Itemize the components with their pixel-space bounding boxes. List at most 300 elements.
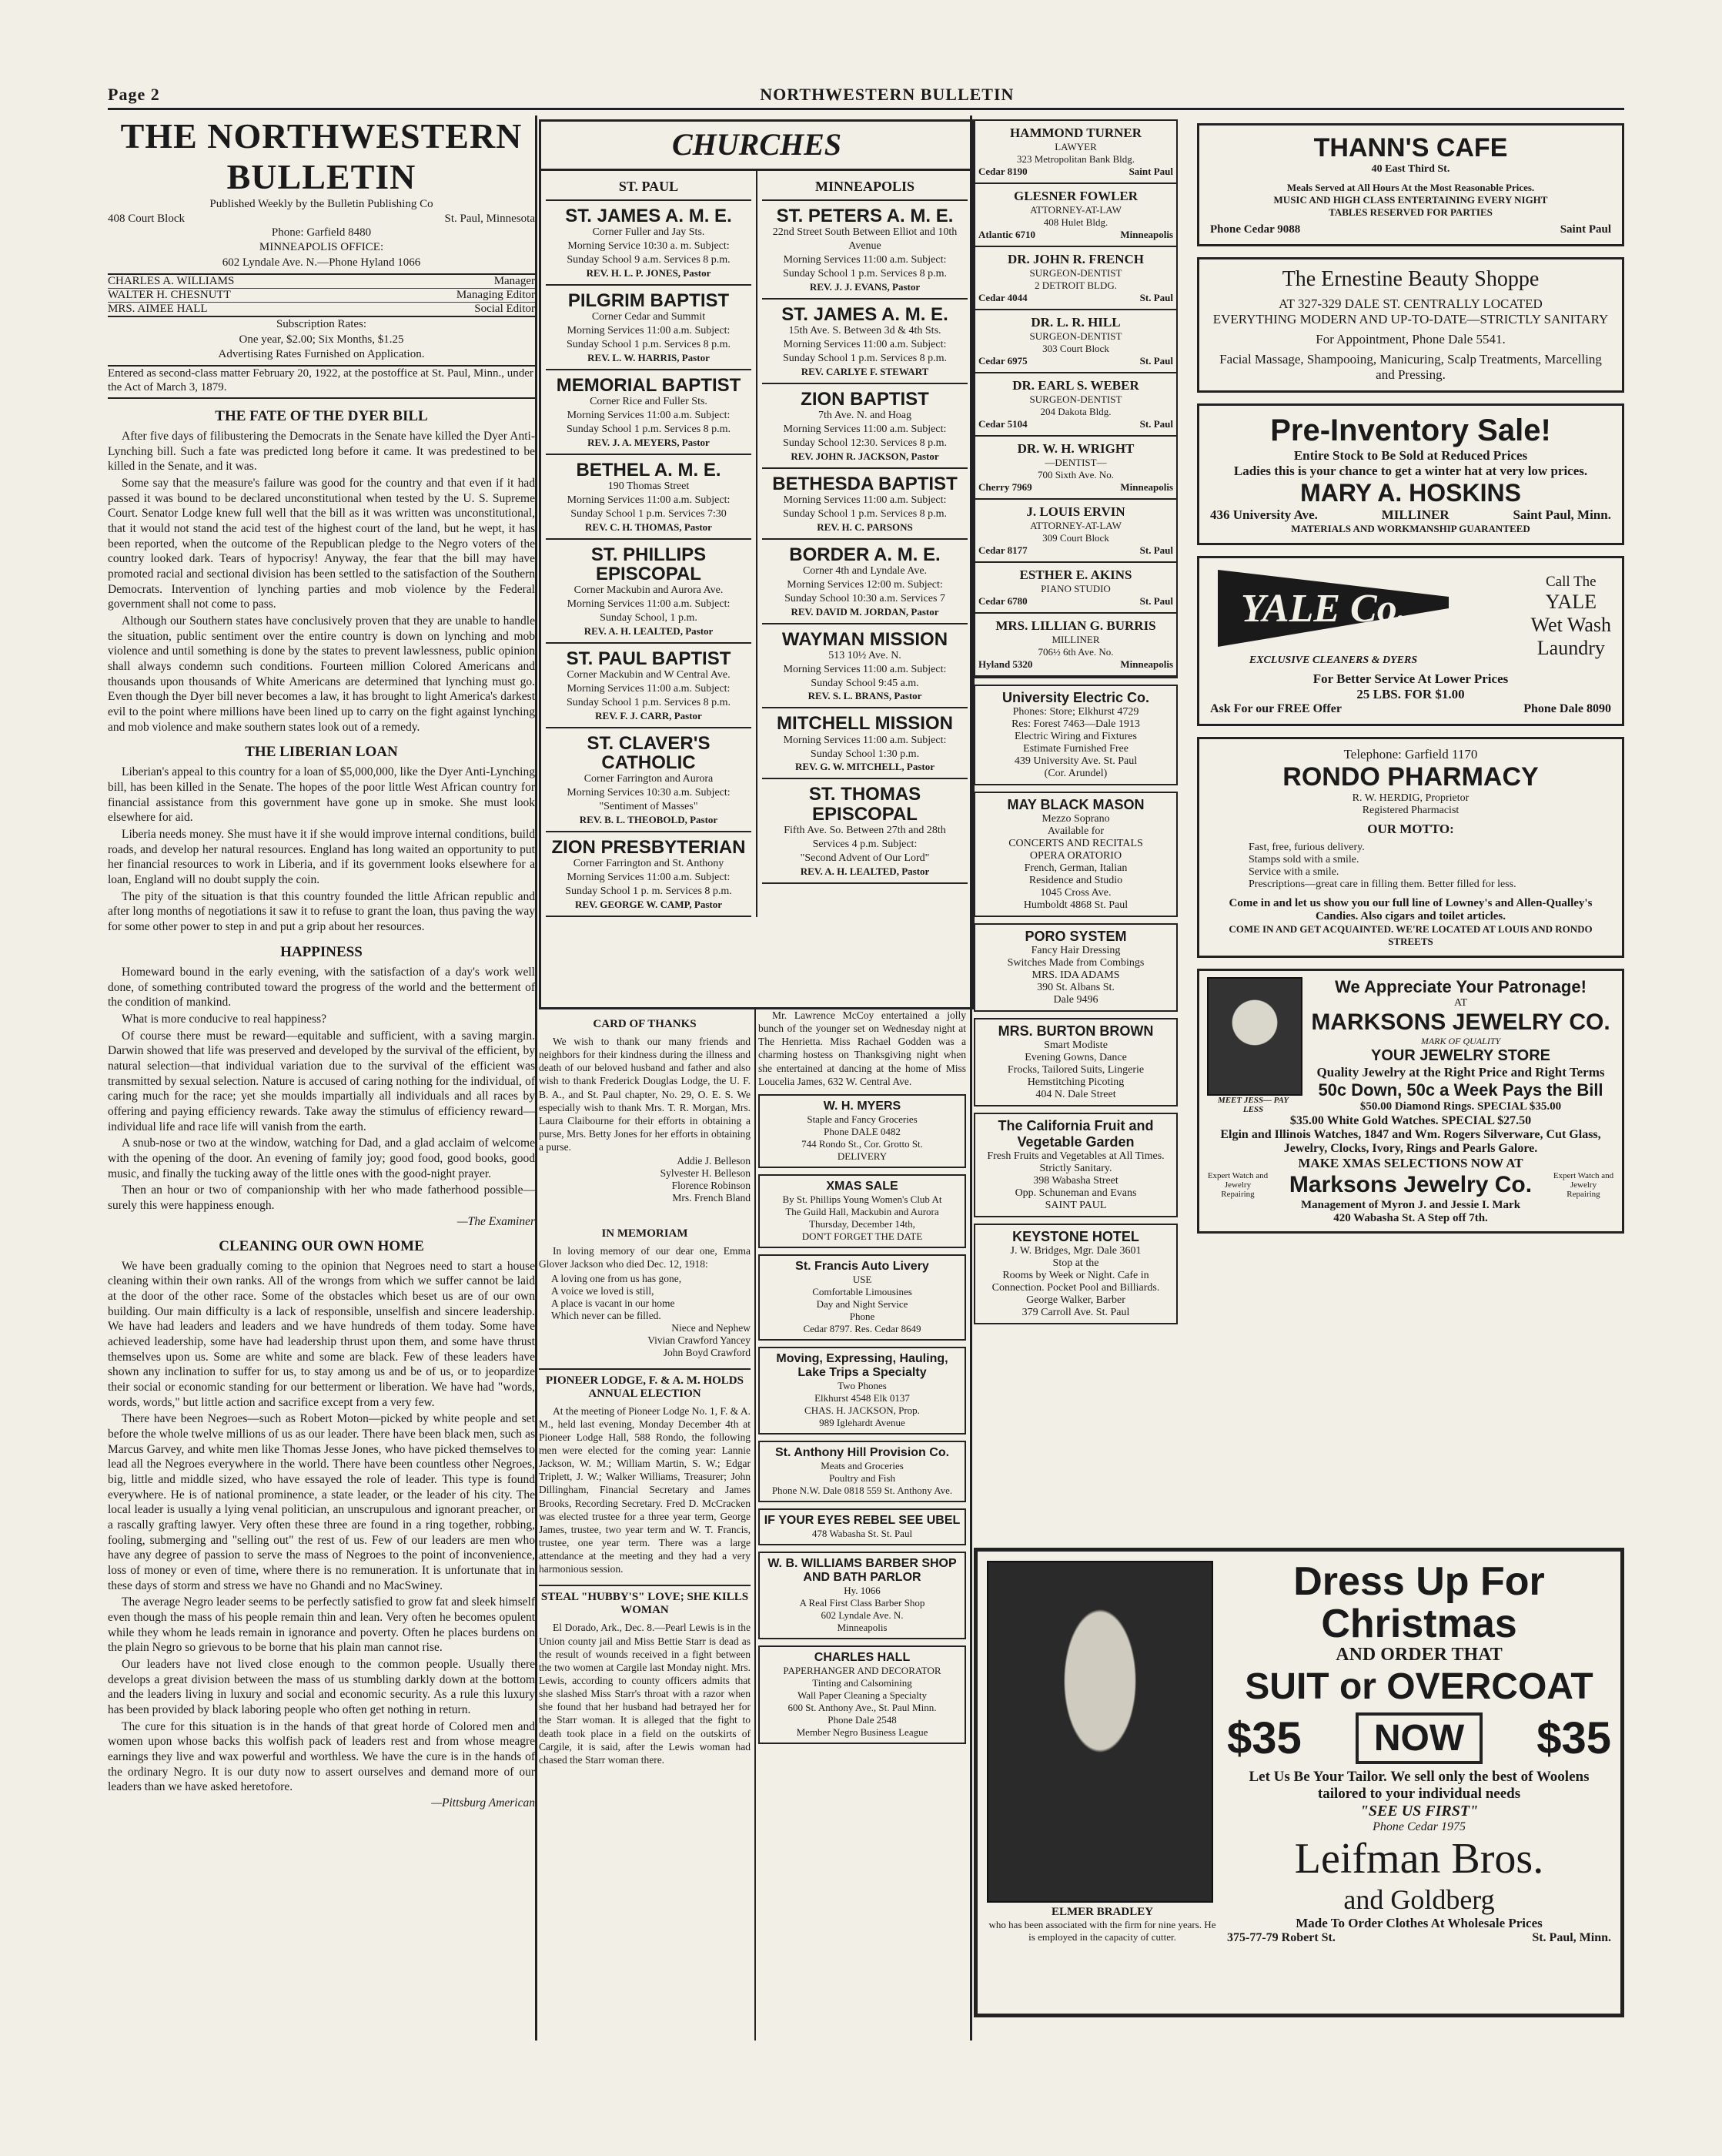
church-detail: Morning Services 11:00 a.m. Subject: bbox=[567, 598, 731, 610]
ad-line: 478 Wabasha St. St. Paul bbox=[811, 1527, 913, 1539]
paragraph: A snub-nose or two at the window, watching for Dad, and a glad acclaim of welcome with the opening of the door. An evening of family joy; good food, good books, good music, and finally the tucking away of the little ones with the good-night prayer. bbox=[108, 1137, 535, 1180]
directory-card bbox=[975, 184, 1176, 247]
ad-line: Dale 9496 bbox=[1053, 994, 1098, 1006]
now-badge: NOW bbox=[1356, 1712, 1483, 1764]
directory-card bbox=[975, 500, 1176, 563]
ad-line: 1045 Cross Ave. bbox=[1040, 887, 1112, 899]
ad-address: 436 University Ave. bbox=[1210, 507, 1318, 522]
ad-name: Marksons Jewelry Co. bbox=[1289, 1172, 1533, 1197]
business-ads bbox=[974, 685, 1178, 1324]
directory-card bbox=[975, 437, 1176, 500]
signer: Florence Robinson bbox=[671, 1180, 751, 1192]
in-memoriam-title: IN MEMORIAM bbox=[601, 1227, 688, 1240]
church-pastor: REV. H. L. P. JONES, Pastor bbox=[586, 266, 711, 279]
editorial-liberian-loan bbox=[108, 744, 535, 934]
small-ad bbox=[758, 1174, 966, 1248]
church-listing bbox=[762, 708, 968, 779]
card-title: —DENTIST— bbox=[1045, 457, 1107, 468]
thanns-cafe-ad bbox=[1197, 123, 1624, 246]
churches-box bbox=[539, 119, 975, 1009]
church-detail: Corner Cedar and Summit bbox=[591, 311, 706, 323]
church-detail: Sunday School 9 a.m. Services 8 p.m. bbox=[567, 254, 731, 266]
church-detail: Sunday School 1 p.m. Services 8 p.m. bbox=[566, 696, 731, 708]
church-detail: Fifth Ave. So. Between 27th and 28th bbox=[784, 824, 946, 836]
ad-address: 375-77-79 Robert St. bbox=[1227, 1931, 1336, 1945]
church-detail: Morning Services 10:30 a.m. Subject: bbox=[567, 786, 731, 798]
ad-line: Entire Stock to Be Sold at Reduced Prices bbox=[1293, 448, 1528, 463]
ad-name: THANN'S CAFE bbox=[1313, 133, 1508, 162]
ad-line: DELIVERY bbox=[837, 1150, 888, 1162]
church-detail: "Sentiment of Masses" bbox=[599, 800, 698, 812]
paragraph: Of course there must be reward—equitable and sufficient, with a saving margin. Darwin showed that life was preserved and developed by the survival of the efficient, by natural selection—that individual variation due to the survival of the efficient was transmitted by sexual selection. Nature is accused of caring nothing for the individual, of caring much for the race; yet she moulds impartially all individuals and all races by offering and paying efficiency rewards. Take away the stimulus of efficiency reward—individual life and race life will vanish from the earth. bbox=[108, 1029, 535, 1133]
staff-name: MRS. AIMEE HALL bbox=[108, 303, 208, 315]
church-detail: Sunday School 12:30. Services 8 p.m. bbox=[782, 437, 948, 449]
paragraph: We have been gradually coming to the opinion that Negroes need to start a house cleaning within their own ranks. All of the wrongs from which we suffer cannot be laid at the door of the other race. Some of the obstacles which beset us are of our own building. Our main difficulty is a lack of responsible, unselfish and sincere leadership. We have had leaders and leaders and we have hundreds of them today. Some have achieved leadership, some have had leadership thrust upon them, and some have thrust themselves upon us. Some are white and some are black. Few of these leaders have shown any inclination to suffer for us, to stay among us and be of us, or to jeopardize their social or economic standing for our betterment or liberation. We have had "words, words, words," but little action and sacrifice except from a very few. bbox=[108, 1259, 535, 1409]
card-of-thanks-signers bbox=[539, 1155, 751, 1204]
ad-mark: MARK OF QUALITY bbox=[1420, 1036, 1501, 1046]
ad-name: CHARLES HALL bbox=[814, 1650, 911, 1664]
steal-hubby-title: STEAL "HUBBY'S" LOVE; SHE KILLS WOMAN bbox=[539, 1585, 751, 1617]
card-city: Minneapolis bbox=[1120, 229, 1173, 240]
church-detail: Morning Services 11:00 a.m. Subject: bbox=[783, 734, 947, 746]
ad-line: For Better Service At Lower Prices bbox=[1312, 671, 1509, 686]
ad-line: Two Phones bbox=[838, 1379, 887, 1391]
marksons-jewelry-ad bbox=[1197, 969, 1624, 1234]
running-title: NORTHWESTERN BULLETIN bbox=[760, 85, 1015, 104]
ad-name: MARKSONS JEWELRY CO. bbox=[1311, 1009, 1610, 1035]
ad-headline: Pre-Inventory Sale! bbox=[1270, 413, 1551, 447]
ernestine-beauty-ad bbox=[1197, 257, 1624, 393]
paragraph: Homeward bound in the early evening, with the satisfaction of a day's work well done, of something contributed toward the progress of the world and the betterment of the condition of mankind. bbox=[108, 965, 535, 1009]
church-detail: Morning Services 12:00 m. Subject: bbox=[787, 578, 943, 591]
ad-line: Phone Dale 2548 bbox=[828, 1713, 897, 1726]
ad-guarantee: MATERIALS AND WORKMANSHIP GUARANTEED bbox=[1291, 523, 1530, 534]
ad-line: $35.00 White Gold Watches. SPECIAL $27.50 bbox=[1289, 1114, 1532, 1127]
editorial-title: THE LIBERIAN LOAN bbox=[245, 744, 398, 761]
church-listing bbox=[762, 624, 968, 709]
church-pastor: REV. B. L. THEOBOLD, Pastor bbox=[579, 813, 718, 825]
church-detail: Morning Services 11:00 a.m. Subject: bbox=[783, 338, 947, 350]
signature: —Pittsburg American bbox=[431, 1796, 535, 1810]
ad-line: Poultry and Fish bbox=[829, 1471, 895, 1484]
ad-line: EVERYTHING MODERN AND UP-TO-DATE—STRICTLY SANITARY bbox=[1212, 312, 1609, 326]
card-name: HAMMOND TURNER bbox=[1009, 126, 1142, 140]
ad-line: TABLES RESERVED FOR PARTIES bbox=[1329, 206, 1493, 218]
ad-line: 379 Carroll Ave. St. Paul bbox=[1021, 1307, 1130, 1318]
card-phone: Cedar 8177 bbox=[978, 544, 1028, 556]
ad-line: Residence and Studio bbox=[1028, 875, 1123, 886]
ad-name: XMAS SALE bbox=[826, 1179, 898, 1193]
ad-name: St. Anthony Hill Provision Co. bbox=[774, 1445, 950, 1459]
card-phone: Hyland 5320 bbox=[978, 658, 1033, 670]
ad-line: 744 Rondo St., Cor. Grotto St. bbox=[801, 1137, 923, 1150]
price: $35 bbox=[1227, 1713, 1302, 1764]
ad-line: OPERA ORATORIO bbox=[1029, 850, 1122, 862]
church-detail: Morning Service 10:30 a. m. Subject: bbox=[567, 240, 730, 253]
church-detail: Corner Fuller and Jay Sts. bbox=[592, 226, 705, 239]
church-detail: 7th Ave. N. and Hoag bbox=[818, 409, 912, 421]
social-note: Mr. Lawrence McCoy entertained a jolly bunch of the younger set on Wednesday night at The Henrietta. Miss Rachael Godden was a charming hostess on Thanksgiving night when she entertained at dancing at the home of Miss Loucelia James, 632 W. Central Ave. bbox=[758, 1009, 966, 1087]
ad-line: Fancy Hair Dressing bbox=[1031, 945, 1121, 956]
church-detail: Corner Mackubin and Aurora Ave. bbox=[573, 584, 724, 596]
paragraph: There have been Negroes—such as Robert Moton—picked by white people and set before the whole twelve millions of us as our leader. There have been black men, such as Marcus Garvey, and white men like Thomas Jesse Jones, who have picked themselves to lead all the Negroes everywhere in the world. There have been countless other Negroes, big, little and middle sized, who have essayed the role of leader. This type is found everywhere. He is of national prominence, a state leader, or the leader of his city. The local leader is usually a lying venal politician, an unscrupulous and ignorant preacher, or a rascally grafting lawyer. Very often these three are found in a ring together, robbing, fooling, submerging and "selling out" the rest of us. Few of our leaders are men who have any degree of passion to serve the mass of Negroes to the point of inconvenience, loss of money or even of time, where there is no remuneration. It is unfortunate that in these days of storm and stress we have no Ghandi and no MacSwiney. bbox=[108, 1412, 535, 1592]
church-detail: Morning Services 11:00 a.m. Subject: bbox=[783, 423, 947, 435]
pennant-icon bbox=[1218, 566, 1449, 651]
ad-line: Evening Gowns, Dance bbox=[1025, 1052, 1127, 1063]
ad-line: Phones: Store; Elkhurst 4729 bbox=[1012, 706, 1139, 718]
card-phone: Cedar 4044 bbox=[978, 292, 1028, 303]
paragraph: What is more conducive to real happiness? bbox=[122, 1012, 326, 1026]
church-name: ST. PETERS A. M. E. bbox=[776, 206, 954, 226]
church-detail: Corner Mackubin and W Central Ave. bbox=[567, 668, 731, 681]
card-of-thanks-title: CARD OF THANKS bbox=[593, 1018, 697, 1030]
ad-line: MRS. IDA ADAMS bbox=[1032, 969, 1120, 981]
ad-name: MRS. BURTON BROWN bbox=[998, 1023, 1154, 1039]
editorial-happiness bbox=[108, 944, 535, 1229]
ad-city: Saint Paul bbox=[1560, 223, 1611, 236]
ad-owner: R. W. HERDIG, Proprietor bbox=[1352, 792, 1470, 804]
ad-name: St. Francis Auto Livery bbox=[795, 1259, 929, 1273]
ad-phone: Telephone: Garfield 1170 bbox=[1343, 747, 1478, 762]
church-name: MEMORIAL BAPTIST bbox=[556, 374, 741, 396]
staff-name: WALTER H. CHESNUTT bbox=[108, 289, 231, 301]
church-detail: Sunday School 1 p. m. Services 8 p.m. bbox=[565, 885, 732, 897]
ad-line: MAKE XMAS SELECTIONS NOW AT bbox=[1298, 1156, 1523, 1170]
business-ad bbox=[974, 792, 1178, 917]
ad-line: 602 Lyndale Ave. N. bbox=[821, 1609, 904, 1621]
church-detail: Morning Services 11:00 a.m. Subject: bbox=[783, 663, 947, 675]
church-listing bbox=[762, 384, 968, 469]
ad-line: PAPERHANGER AND DECORATOR bbox=[783, 1664, 941, 1676]
church-pastor: REV. JOHN R. JACKSON, Pastor bbox=[791, 450, 939, 462]
ad-line: Comfortable Limousines bbox=[812, 1285, 912, 1297]
church-detail: Sunday School 1 p.m. Services 8 p.m. bbox=[566, 338, 731, 350]
ad-line: Electric Wiring and Fixtures bbox=[1015, 731, 1137, 742]
ad-name: RONDO PHARMACY bbox=[1282, 762, 1539, 792]
small-ad bbox=[758, 1441, 966, 1502]
church-detail: Morning Services 11:00 a.m. Subject: bbox=[567, 682, 731, 695]
ad-name: University Electric Co. bbox=[1001, 690, 1150, 705]
ad-name: W. B. WILLIAMS BARBER SHOP AND BATH PARLOR bbox=[767, 1556, 957, 1584]
ad-line: A Real First Class Barber Shop bbox=[799, 1596, 925, 1609]
church-pastor: REV. A. H. LEALTED, Pastor bbox=[800, 865, 930, 877]
ad-store: YOUR JEWELRY STORE bbox=[1370, 1047, 1550, 1064]
card-city: Minneapolis bbox=[1120, 481, 1173, 493]
ad-at: AT bbox=[1453, 997, 1468, 1009]
card-contact bbox=[978, 481, 1173, 494]
church-name: ST. PAUL BAPTIST bbox=[566, 648, 731, 669]
card-city: Saint Paul bbox=[1128, 166, 1173, 177]
ad-address: 40 East Third St. bbox=[1371, 163, 1450, 175]
ad-call: Wet Wash bbox=[1530, 613, 1611, 636]
directory-card bbox=[975, 563, 1176, 614]
ad-city: St. Paul, Minn. bbox=[1532, 1931, 1611, 1945]
card-contact bbox=[978, 595, 1173, 608]
ad-name: PORO SYSTEM bbox=[1025, 929, 1127, 944]
signer: Sylvester H. Belleson bbox=[660, 1167, 751, 1180]
ad-line: 404 N. Dale Street bbox=[1035, 1089, 1116, 1100]
business-ad bbox=[974, 685, 1178, 785]
business-ad bbox=[974, 923, 1178, 1012]
ad-line: Elkhurst 4548 Elk 0137 bbox=[814, 1391, 910, 1404]
church-name: BETHEL A. M. E. bbox=[576, 459, 721, 480]
subscription-rates: One year, $2.00; Six Months, $1.25 bbox=[239, 333, 404, 346]
paragraph: The pity of the situation is that this country founded the little African republic and after long months of negotiations it saw it to refuse to grant the loan, thus paving the way for some other power to step in and put a grip about her resources. bbox=[108, 889, 535, 934]
paragraph: Our leaders have not lived close enough to the common people. Usually there develops a great division between the mass of us stumbling darkly down at the bottom and the leaders living in luxury and social and economic security. As a rule this luxury has been provided by black laboring people who often get nothing in return. bbox=[108, 1658, 535, 1717]
church-name: ST. THOMAS EPISCOPAL bbox=[808, 784, 921, 825]
paragraph: Liberia needs money. She must have it if she would improve internal conditions, build roads, and develop her natural resources. England has long waited an opportunity to put her financial resources to work in Liberia, and if its government looks elsewhere for a loan, England will no doubt supply the coin. bbox=[108, 828, 535, 887]
ad-city: Saint Paul, Minn. bbox=[1513, 507, 1611, 522]
church-pastor: REV. J. J. EVANS, Pastor bbox=[809, 280, 921, 293]
page-header bbox=[108, 85, 1614, 105]
card-name: J. LOUIS ERVIN bbox=[1026, 504, 1125, 519]
ad-line: French, German, Italian bbox=[1024, 862, 1128, 874]
small-ad bbox=[758, 1347, 966, 1435]
ad-footer: Come in and let us show you our full line of Lowney's and Allen-Qualley's Candies. Also cigars and toilet articles. bbox=[1229, 897, 1593, 922]
hoskins-ad bbox=[1197, 403, 1624, 545]
card-address: 309 Court Block bbox=[1042, 532, 1109, 544]
editorial-title: CLEANING OUR OWN HOME bbox=[219, 1237, 424, 1254]
card-address: 303 Court Block bbox=[1042, 343, 1109, 354]
ad-line: Ladies this is your chance to get a winter hat at very low prices. bbox=[1233, 464, 1588, 478]
phone-line: Phone: Garfield 8480 bbox=[271, 226, 372, 239]
ad-line: 989 Iglehardt Avenue bbox=[819, 1416, 905, 1428]
page-number: Page 2 bbox=[108, 85, 160, 104]
ad-name: MARY A. HOSKINS bbox=[1300, 479, 1521, 507]
ad-line: Staple and Fancy Groceries bbox=[807, 1113, 918, 1125]
ad-motto-heading: OUR MOTTO: bbox=[1367, 822, 1454, 836]
ad-name: MAY BLACK MASON bbox=[1007, 797, 1145, 812]
small-ads-column bbox=[758, 1009, 966, 2033]
ad-line: By St. Phillips Young Women's Club At bbox=[782, 1193, 942, 1205]
verse-line: Which never can be filled. bbox=[551, 1309, 661, 1321]
directory-card bbox=[975, 121, 1176, 184]
card-city: St. Paul bbox=[1139, 544, 1173, 556]
church-detail: Sunday School 10:30 a.m. Services 7 bbox=[784, 592, 945, 604]
church-name: ST. JAMES A. M. E. bbox=[781, 303, 948, 325]
church-name: ZION PRESBYTERIAN bbox=[551, 836, 746, 858]
svg-text:YALE Co.: YALE Co. bbox=[1241, 587, 1407, 631]
ad-line: Meals Served at All Hours At the Most Reasonable Prices. bbox=[1286, 182, 1535, 193]
ad-line: 600 St. Anthony Ave., St. Paul Minn. bbox=[787, 1701, 937, 1713]
paragraph: After five days of filibustering the Democrats in the Senate have killed the Dyer Anti-Lynching bill. Such a fate was predicted long before it came. It was predestined to be killed in the Senate, and it was. bbox=[108, 430, 535, 474]
card-address: 408 Hulet Bldg. bbox=[1043, 216, 1108, 228]
signature: —The Examiner bbox=[456, 1214, 535, 1228]
small-ad bbox=[758, 1094, 966, 1168]
ad-line: CONCERTS AND RECITALS bbox=[1008, 838, 1143, 849]
church-listing bbox=[762, 540, 968, 624]
church-listing bbox=[546, 540, 751, 644]
church-detail: Morning Services 11:00 a.m. Subject: bbox=[567, 325, 731, 336]
ad-name: KEYSTONE HOTEL bbox=[1012, 1229, 1139, 1244]
church-listing bbox=[546, 644, 751, 728]
card-contact bbox=[978, 166, 1173, 178]
ad-line: Tinting and Calsomining bbox=[812, 1676, 912, 1689]
st-paul-churches bbox=[541, 171, 757, 917]
ad-line: Strictly Sanitary. bbox=[1039, 1163, 1112, 1174]
card-address: 323 Metropolitan Bank Bldg. bbox=[1016, 153, 1135, 165]
in-memoriam-verse bbox=[539, 1273, 751, 1322]
ad-line: SAINT PAUL bbox=[1045, 1200, 1107, 1211]
paragraph: Although our Southern states have conclusively proven that they are unable to handle the situation, public sentiment over the entire country is down on lynching and mob violence and until something is done by the states to prevent lawlessness, public opinion shall always condemn such conditions. Fourteen million Colored Americans and thousands upon thousands of White Americans are determined that lynching must go. Even though the Dyer bill never becomes a law, it has brought to light America's darkest evil to the point where millions have been lined up to carry on the fight against lynching and mob violence and make southern states look out of a remedy. bbox=[108, 614, 535, 734]
ad-phone: Phone Cedar 9088 bbox=[1210, 223, 1301, 236]
ad-line: Thursday, December 14th, bbox=[809, 1217, 915, 1230]
ad-line: Hy. 1066 bbox=[844, 1584, 881, 1596]
ad-line: CHAS. H. JACKSON, Prop. bbox=[804, 1404, 920, 1416]
church-detail: Morning Services 11:00 a.m. Subject: bbox=[567, 494, 731, 506]
card-city: St. Paul bbox=[1139, 355, 1173, 367]
church-pastor: REV. C. H. THOMAS, Pastor bbox=[585, 521, 712, 533]
church-pastor: REV. GEORGE W. CAMP, Pastor bbox=[574, 898, 723, 910]
address-right: St. Paul, Minnesota bbox=[444, 212, 535, 225]
church-listing bbox=[762, 201, 968, 300]
card-title: SURGEON-DENTIST bbox=[1029, 267, 1122, 279]
church-pastor: REV. H. C. PARSONS bbox=[817, 521, 913, 533]
ad-line: MUSIC AND HIGH CLASS ENTERTAINING EVERY NIGHT bbox=[1273, 194, 1548, 206]
entered-notice: Entered as second-class matter February 20, 1922, at the postoffice at St. Paul, Minn., under the Act of March 3, 1879. bbox=[108, 367, 535, 400]
church-name: BETHESDA BAPTIST bbox=[772, 473, 958, 494]
church-detail: Morning Services 11:00 a.m. Subject: bbox=[567, 409, 731, 421]
ad-address: 420 Wabasha St. A Step off 7th. bbox=[1333, 1212, 1488, 1224]
leifman-ad bbox=[974, 1548, 1624, 2017]
notices-column bbox=[539, 1009, 751, 2033]
ad-quality: Quality Jewelry at the Right Price and Right Terms bbox=[1316, 1065, 1605, 1080]
ad-line: Humboldt 4868 St. Paul bbox=[1023, 899, 1128, 911]
church-pastor: REV. F. J. CARR, Pastor bbox=[595, 709, 702, 721]
ad-line: Fresh Fruits and Vegetables at All Times. bbox=[987, 1150, 1165, 1162]
small-ad bbox=[758, 1552, 966, 1639]
ad-line: Meats and Groceries bbox=[821, 1459, 904, 1471]
city-heading: MINNEAPOLIS bbox=[762, 171, 968, 201]
editorial-column bbox=[108, 116, 535, 2040]
ad-call: YALE bbox=[1545, 590, 1597, 613]
card-phone: Cedar 6780 bbox=[978, 595, 1028, 607]
card-title: SURGEON-DENTIST bbox=[1029, 330, 1122, 342]
church-pastor: REV. L. W. HARRIS, Pastor bbox=[587, 351, 710, 363]
ad-line: 25 LBS. FOR $1.00 bbox=[1356, 687, 1465, 701]
church-name: ZION BAPTIST bbox=[801, 388, 929, 410]
church-name: ST. PHILLIPS EPISCOPAL bbox=[590, 544, 707, 584]
ad-terms: 50c Down, 50c a Week Pays the Bill bbox=[1318, 1080, 1603, 1100]
church-detail: Sunday School 1 p.m. Services 7:30 bbox=[570, 507, 727, 520]
church-pastor: REV. S. L. BRANS, Pastor bbox=[808, 690, 922, 702]
ad-name2: and Goldberg bbox=[1343, 1884, 1495, 1916]
minneapolis-churches bbox=[757, 171, 972, 917]
ad-trade: MILLINER bbox=[1381, 507, 1449, 522]
card-city: Minneapolis bbox=[1120, 658, 1173, 670]
ad-line: 398 Wabasha Street bbox=[1033, 1175, 1118, 1187]
church-pastor: REV. CARLYE F. STEWART bbox=[801, 365, 929, 377]
staff-role: Social Editor bbox=[474, 303, 535, 315]
price: $35 bbox=[1536, 1713, 1611, 1764]
church-detail: Services 4 p.m. Subject: bbox=[812, 838, 918, 850]
ad-line: Hemstitching Picoting bbox=[1027, 1076, 1125, 1088]
ad-line: J. W. Bridges, Mgr. Dale 3601 bbox=[1010, 1245, 1142, 1257]
ad-line: Stop at the bbox=[1052, 1257, 1099, 1269]
business-ad bbox=[974, 1018, 1178, 1106]
card-name: DR. W. H. WRIGHT bbox=[1017, 441, 1135, 456]
steal-hubby-text: El Dorado, Ark., Dec. 8.—Pearl Lewis is in the Union county jail and Miss Bettie Starr is dead as the result of wounds received in a fight between the two women at Cargile last Monday night. Mrs. Lewis, according to county officers admits that she slashed Miss Starr's throat with a razor when she found that her husband had betrayed her for the Starr woman. It is alleged that the fight to death took place in a field on the outskirts of Cargile, it is said, after the Lewis woman had chased the Starr woman there. bbox=[539, 1622, 751, 1766]
ad-line: Smart Modiste bbox=[1044, 1040, 1108, 1051]
ad-line: Mezzo Soprano bbox=[1042, 813, 1110, 825]
card-contact bbox=[978, 544, 1173, 557]
card-title: ATTORNEY-AT-LAW bbox=[1030, 204, 1122, 216]
signer: Niece and Nephew bbox=[671, 1321, 751, 1334]
ad-line: Member Negro Business League bbox=[796, 1726, 928, 1738]
ad-line: Wall Paper Cleaning a Specialty bbox=[797, 1689, 927, 1701]
ad-motto: Fast, free, furious delivery. bbox=[1249, 842, 1365, 853]
ad-management: Management of Myron J. and Jessie I. Mark bbox=[1300, 1199, 1521, 1211]
ad-text: Let Us Be Your Tailor. We sell only the best of Woolens tailored to your individual needs bbox=[1249, 1769, 1590, 1803]
small-ad bbox=[758, 1508, 966, 1545]
ad-line: Res: Forest 7463—Dale 1913 bbox=[1011, 718, 1140, 730]
ad-line: 390 St. Albans St. bbox=[1037, 982, 1115, 993]
ad-line: Available for bbox=[1047, 825, 1105, 837]
directory-card bbox=[975, 614, 1176, 677]
ad-phone: Phone Dale 8090 bbox=[1523, 702, 1611, 715]
church-detail: Sunday School 1 p.m. Services 8 p.m. bbox=[782, 352, 948, 364]
church-listing bbox=[546, 201, 751, 286]
church-listing bbox=[546, 728, 751, 832]
card-city: St. Paul bbox=[1139, 292, 1173, 303]
ad-pharmacist: Registered Pharmacist bbox=[1362, 805, 1460, 816]
card-title: MILLINER bbox=[1052, 634, 1100, 645]
ad-line: Phone bbox=[849, 1310, 875, 1322]
ad-offer: Ask For our FREE Offer bbox=[1210, 702, 1342, 715]
ad-motto: Stamps sold with a smile. bbox=[1249, 854, 1359, 865]
card-name: ESTHER E. AKINS bbox=[1019, 567, 1132, 582]
church-detail: Sunday School 9:45 a.m. bbox=[811, 677, 919, 689]
staff-name: CHARLES A. WILLIAMS bbox=[108, 275, 235, 287]
address-left: 408 Court Block bbox=[108, 212, 185, 225]
card-contact bbox=[978, 418, 1173, 430]
card-phone: Atlantic 6710 bbox=[978, 229, 1036, 240]
ad-line: AT 327-329 DALE ST. CENTRALLY LOCATED bbox=[1279, 296, 1543, 311]
signer: Addie J. Belleson bbox=[677, 1155, 751, 1167]
church-listing bbox=[762, 469, 968, 540]
ad-top: We Appreciate Your Patronage! bbox=[1335, 977, 1587, 996]
card-phone: Cedar 6975 bbox=[978, 355, 1028, 367]
ad-line: Switches Made from Combings bbox=[1007, 957, 1145, 969]
paragraph: The average Negro leader seems to be perfectly satisfied to grow fat and sleek himself even though the mass of his people remain thin and lean. Very often he becomes opulent while they whom he leads remain in ignorance and poverty. Often he places burdens on the plain Negro so grievous to be borne that his plain man cannot rise. bbox=[108, 1595, 535, 1655]
ad-subhead: AND ORDER THAT bbox=[1336, 1645, 1503, 1666]
ad-name: The Ernestine Beauty Shoppe bbox=[1282, 267, 1540, 291]
directory-card bbox=[975, 310, 1176, 373]
verse-line: A voice we loved is still, bbox=[551, 1284, 654, 1297]
advertising-note: Advertising Rates Furnished on Application. bbox=[108, 347, 535, 367]
signer: Vivian Crawford Yancey bbox=[647, 1334, 751, 1346]
church-name: BORDER A. M. E. bbox=[789, 544, 941, 565]
ad-line: USE bbox=[852, 1273, 872, 1285]
portrait-photo bbox=[987, 1561, 1213, 1903]
card-of-thanks-text: We wish to thank our many friends and neighbors for their kindness during the illness and death of our beloved husband and father and also wish to thank Frederick Douglas Lodge, the U. F. B. A., and St. Paul chapter, No. 29, O. E. S. We especially wish to thank Mrs. T. R. Morgan, Mrs. Laura Claibourne for their efforts in obtaining a purse, Mrs. Betty Jones for her efforts in obtaining a purse. bbox=[539, 1036, 751, 1153]
ad-side: Expert Watch and Jewelry Repairing bbox=[1207, 1171, 1269, 1199]
portrait-photo bbox=[1207, 977, 1302, 1096]
church-pastor: REV. DAVID M. JORDAN, Pastor bbox=[791, 605, 939, 618]
church-detail: 15th Ave. S. Between 3d & 4th Sts. bbox=[788, 325, 941, 336]
paragraph: Liberian's appeal to this country for a loan of $5,000,000, like the Dyer Anti-Lynching bill, has been killed in the Senate. The hopes of the poor little West African country for financial assistance from this government have gone up in smoke. She must look elsewhere for aid. bbox=[108, 765, 535, 825]
ad-line: Estimate Furnished Free bbox=[1023, 743, 1128, 755]
card-phone: Cherry 7969 bbox=[978, 481, 1032, 493]
ad-phone: Phone Cedar 1975 bbox=[1373, 1820, 1466, 1834]
ad-line: Phone DALE 0482 bbox=[824, 1125, 901, 1137]
card-name: GLESNER FOWLER bbox=[1013, 189, 1139, 203]
church-name: MITCHELL MISSION bbox=[777, 713, 953, 735]
ad-line: Day and Night Service bbox=[816, 1297, 908, 1310]
church-detail: Morning Services 11:00 a.m. Subject: bbox=[783, 494, 947, 506]
card-name: DR. L. R. HILL bbox=[1031, 315, 1121, 330]
small-ads bbox=[758, 1094, 966, 1744]
